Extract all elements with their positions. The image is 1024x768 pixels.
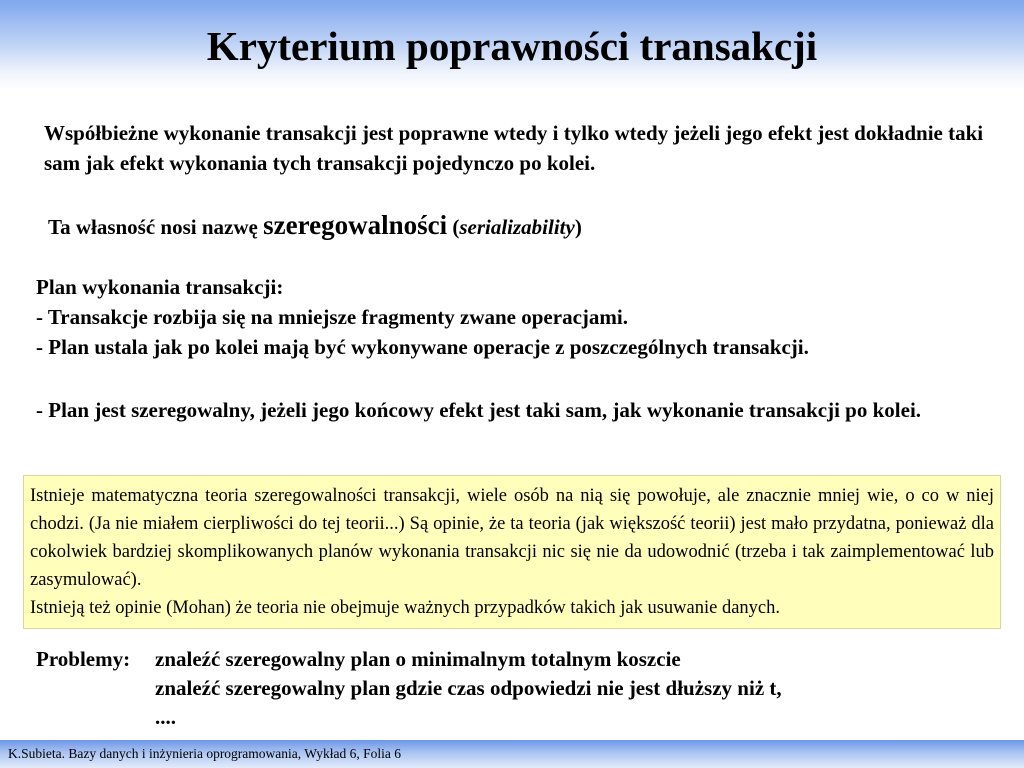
plan-item-order: - Plan ustala jak po kolei mają być wykonywane operacje z poszczególnych transakcji. (36, 335, 809, 359)
property-line (48, 210, 948, 242)
serializable-definition: - Plan jest szeregowalny, jeżeli jego końcowy efekt jest taki sam, jak wykonanie transakcji po kolei. (36, 398, 922, 422)
plan-heading: Plan wykonania transakcji: (36, 275, 284, 299)
plan-item-operations: - Transakcje rozbija się na mniejsze fragmenty zwane operacjami. (36, 305, 628, 329)
problem-row (36, 703, 1006, 732)
plan-section (36, 272, 1006, 362)
slide-title: Kryterium poprawności transakcji (206, 23, 818, 69)
problems-section (36, 645, 1006, 732)
property-close-paren: ) (574, 215, 582, 239)
theory-note-box (23, 475, 1001, 629)
problem-item-min-cost: znaleźć szeregowalny plan o minimalnym totalnym koszcie (155, 647, 681, 671)
theory-note-text: Istnieje matematyczna teoria szeregowalności transakcji, wiele osób na nią się powołuje, ale znacznie mniej wie, o co w niej chodzi. (Ja nie miałem cierpliwości do tej teorii...) Są opinie, że ta teoria (jak większość teorii) jest mało przydatna, ponieważ dla cokolwiek bardziej skomplikowanych planów wykonania transakcji nic się nie da udowodnić (trzeba i tak zaimplementować lub zasymulować). (30, 486, 994, 590)
problem-row (36, 645, 1006, 674)
problem-item-response-time: znaleźć szeregowalny plan gdzie czas odpowiedzi nie jest dłuższy niż t, (155, 676, 782, 700)
footer-credit: K.Subieta. Bazy danych i inżynieria oprogramowania, Wykład 6, Folia 6 (8, 746, 401, 761)
problems-label-spacer (36, 703, 155, 732)
problem-item-ellipsis: .... (155, 705, 176, 729)
property-open-paren: ( (447, 215, 460, 239)
property-prefix: Ta własność nosi nazwę (48, 215, 264, 239)
problems-label-spacer (36, 674, 155, 703)
theory-note-mohan: Istnieją też opinie (Mohan) że teoria nie obejmuje ważnych przypadków takich jak usuwanie danych. (30, 598, 780, 618)
property-english-term: serializability (459, 215, 575, 239)
problem-row (36, 674, 1006, 703)
footer-band (0, 740, 1024, 768)
problems-label: Problemy: (36, 647, 131, 671)
definition-paragraph: Współbieżne wykonanie transakcji jest poprawne wtedy i tylko wtedy jeżeli jego efekt jest dokładnie taki sam jak efekt wykonania tych transakcji pojedynczo po kolei. (44, 121, 984, 175)
property-term: szeregowalności (263, 210, 448, 240)
